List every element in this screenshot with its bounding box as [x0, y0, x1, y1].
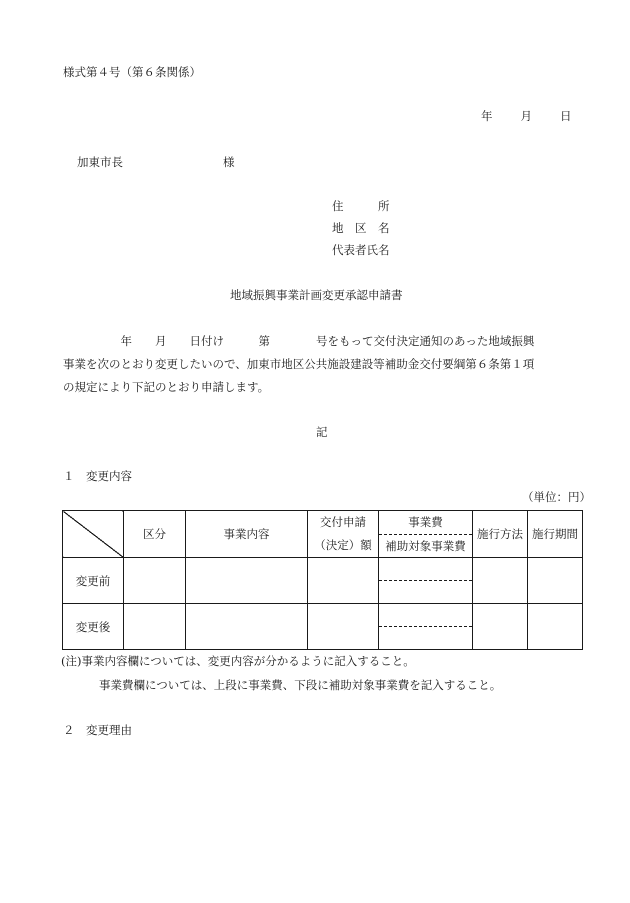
- row-after-category: [124, 604, 186, 650]
- row-before-cost: [379, 558, 473, 581]
- row-before-grant: [308, 558, 379, 604]
- district-name-label: 地 区 名: [332, 221, 390, 235]
- header-period: 施行期間: [528, 511, 583, 558]
- header-grant-line2: （決定）額: [314, 538, 372, 552]
- address-label: 住 所: [332, 199, 390, 213]
- date-year: 年: [481, 109, 493, 123]
- document-title: 地域振興事業計画変更承認申請書: [230, 288, 403, 302]
- header-content: 事業内容: [186, 511, 308, 558]
- row-before-method: [473, 558, 528, 604]
- row-before-content: [186, 558, 308, 604]
- row-after-label: 変更後: [63, 604, 124, 650]
- date-line: [481, 108, 572, 124]
- body-text: [63, 330, 583, 399]
- diagonal-header-cell: [63, 511, 124, 558]
- body-line-2: 事業を次のとおり変更したいので、加東市地区公共施設建設等補助金交付要綱第６条第１項: [63, 357, 535, 371]
- row-after-content: [186, 604, 308, 650]
- addressee-honorific: 様: [223, 155, 235, 169]
- row-before-label: 変更前: [63, 558, 124, 604]
- date-day: 日: [560, 109, 572, 123]
- body-line-1: 年 月 日付け 第 号をもって交付決定通知のあった地域振興: [63, 334, 535, 348]
- row-after-cost: [379, 604, 473, 627]
- row-after-subsidy-cost: [379, 627, 473, 650]
- header-subsidy-cost: 補助対象事業費: [379, 534, 473, 558]
- header-grant-line1: 交付申請: [320, 515, 366, 529]
- row-after-method: [473, 604, 528, 650]
- header-grant-amount: [308, 511, 379, 558]
- row-before-category: [124, 558, 186, 604]
- row-after-grant: [308, 604, 379, 650]
- form-number: 様式第４号（第６条関係）: [63, 65, 201, 79]
- section-1-heading: １ 変更内容: [63, 469, 132, 483]
- row-after-period: [528, 604, 583, 650]
- note-1: (注)事業内容欄については、変更内容が分かるように記入すること。: [61, 654, 415, 668]
- header-category: 区分: [124, 511, 186, 558]
- row-before-period: [528, 558, 583, 604]
- header-cost: 事業費: [379, 511, 473, 535]
- row-before-subsidy-cost: [379, 581, 473, 604]
- header-method: 施行方法: [473, 511, 528, 558]
- date-month: 月: [520, 109, 532, 123]
- addressee-name: 加東市長: [77, 155, 123, 169]
- change-details-table: [62, 510, 583, 650]
- addressee: [77, 154, 235, 170]
- body-line-3: の規定により下記のとおり申請します。: [63, 380, 270, 394]
- note-2: 事業費欄については、上段に事業費、下段に補助対象事業費を記入すること。: [99, 678, 502, 692]
- representative-name-label: 代表者氏名: [332, 243, 390, 257]
- section-2-heading: ２ 変更理由: [63, 723, 132, 737]
- ki-heading: 記: [316, 425, 328, 439]
- unit-label: （単位：円）: [522, 490, 591, 504]
